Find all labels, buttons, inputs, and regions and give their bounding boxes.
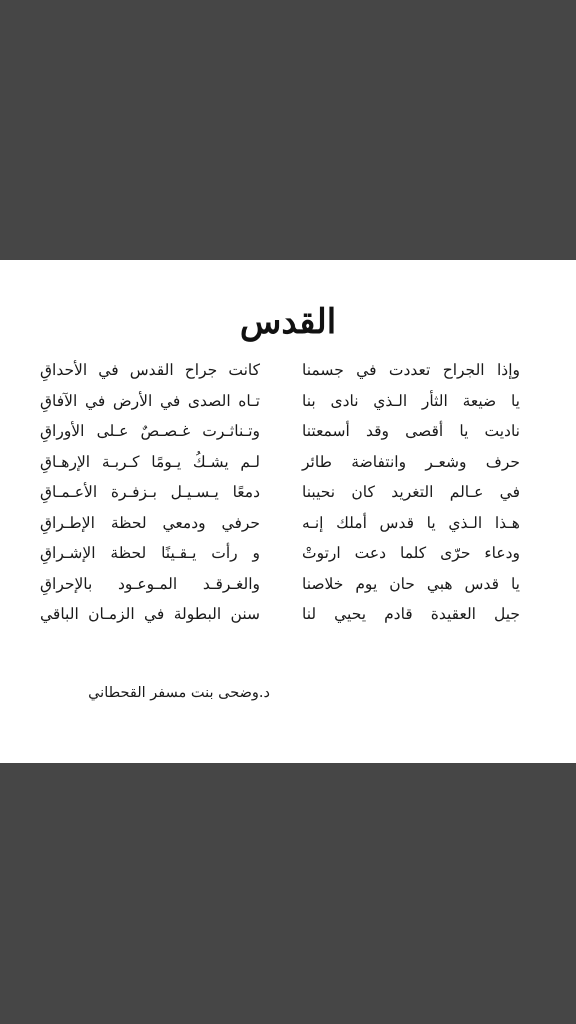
verse-first-hemistich: هـذا الـذي يا قدس أملك إنـه [302,513,520,532]
verse-second-hemistich: حرفي ودمعي لحظة الإطـراقِ [40,513,260,532]
verse-first-hemistich: جيل العقيدة قادم يحيي لنا [302,605,520,623]
verse-first-hemistich: يا ضيعة الثأر الـذي نادى بنا [302,391,520,410]
verse-first-hemistich: يا قدس هبي حان يوم خلاصنا [302,574,520,593]
poem-title: القدس [239,302,337,342]
verse-second-hemistich: والغـرقـد المـوعـود بالإحراقِ [40,574,260,593]
verse-second-hemistich: دمعًا يـسـيـل بـزفـرة الأعـمـاقِ [40,483,260,501]
verse-first-hemistich: في عـالم التغريد كان نحيبنا [302,483,520,501]
verse-first-hemistich: حرف وشعـر وانتفاضة طائر [302,452,520,471]
verse-first-hemistich: ناديت يا أقصى وقد أسمعتنا [302,422,520,440]
verse-first-hemistich: ودعاء حرّى كلما دعت ارتوتْ [302,544,520,562]
second-hemistich-column [40,355,270,630]
verse-second-hemistich: سنن البطولة في الزمـان الباقي [40,605,260,623]
top-dark-band [0,0,576,260]
verse-second-hemistich: تـاه الصدى في الأرض في الآفاقِ [40,391,260,410]
verse-first-hemistich: وإذا الجراح تعددت في جسمنا [302,361,520,379]
verse-second-hemistich: و رأت يـقـينًا لحظة الإشـراقِ [40,544,260,562]
author-signature: د.وضحى بنت مسفر القحطاني [88,685,270,701]
first-hemistich-column [290,355,520,630]
bottom-dark-band [0,763,576,1024]
poem-body [0,355,576,655]
verse-second-hemistich: كانت جراح القدس في الأحداقِ [40,361,260,379]
verse-second-hemistich: وتـناثـرت غـصـصٌ عـلى الأوراقِ [40,422,260,440]
verse-second-hemistich: لـم يشـكُ يـومًا كـربـة الإرهـاقِ [40,452,260,471]
document-page [0,260,576,763]
